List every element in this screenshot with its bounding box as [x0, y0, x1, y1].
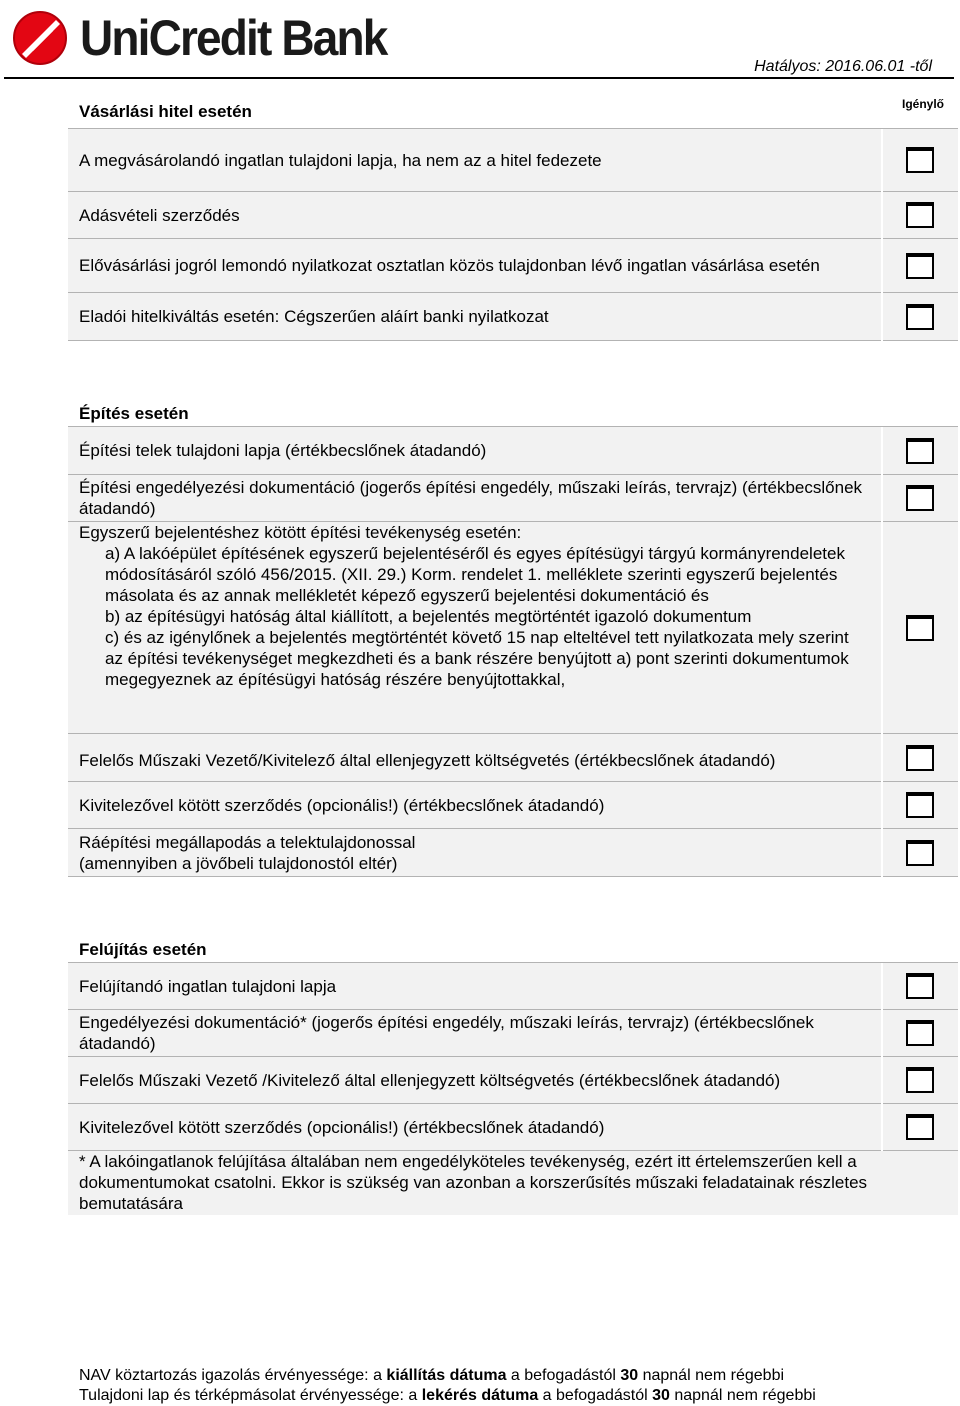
checkbox-cell	[883, 734, 958, 782]
row-label: Építési telek tulajdoni lapja (értékbecslőnek átadandó)	[68, 427, 881, 475]
checkbox[interactable]	[906, 1114, 934, 1140]
unicredit-logo-icon	[12, 10, 68, 66]
header-divider	[4, 77, 954, 79]
checkbox-cell	[883, 829, 958, 877]
checklist-row	[68, 239, 958, 293]
footer-land-registry-validity	[79, 1386, 816, 1406]
row-label: Kivitelezővel kötött szerződés (opcionális!) (értékbecslőnek átadandó)	[68, 1104, 881, 1151]
checkbox[interactable]	[906, 438, 934, 464]
checklist-row	[68, 293, 958, 341]
footer-emphasis: lekérés dátuma	[421, 1387, 539, 1404]
footnote-row	[68, 1151, 958, 1215]
row-label: Kivitelezővel kötött szerződés (opcionális!) (értékbecslőnek átadandó)	[68, 782, 881, 829]
renovation-footnote: * A lakóingatlanok felújítása általában nem engedélyköteles tevékenység, ezért itt értelemszerűen kell a dokumentumokat csatolni. Ekkor is szükség van azonban a korszerűsítés műszaki feladatainak részletes bemutatására	[68, 1151, 958, 1215]
checkbox-cell	[883, 1057, 958, 1104]
footer-emphasis: 30	[620, 1367, 639, 1384]
checkbox-cell	[883, 293, 958, 341]
checklist-row	[68, 1010, 958, 1057]
checklist-row	[68, 1104, 958, 1151]
footer-text: a befogadástól	[538, 1387, 653, 1404]
unicredit-logo	[12, 10, 413, 66]
checklist-row	[68, 829, 958, 877]
checkbox[interactable]	[906, 973, 934, 999]
checkbox[interactable]	[906, 253, 934, 279]
row-label: Eladói hitelkiváltás esetén: Cégszerűen aláírt banki nyilatkozat	[68, 293, 881, 341]
brand-name: UniCredit Bank	[80, 10, 387, 66]
row-label-line: (amennyiben a jövőbeli tulajdonostól eltér)	[79, 853, 398, 873]
row-label: Felújítandó ingatlan tulajdoni lapja	[68, 963, 881, 1010]
row-label: Felelős Műszaki Vezető/Kivitelező által ellenjegyzett költségvetés (értékbecslőnek átadandó)	[68, 734, 881, 782]
row-label: Engedélyezési dokumentáció* (jogerős építési engedély, műszaki leírás, tervrajz) (értékbecslőnek átadandó)	[68, 1010, 881, 1057]
checkbox[interactable]	[906, 792, 934, 818]
checkbox[interactable]	[906, 615, 934, 641]
checkbox[interactable]	[906, 304, 934, 330]
column-header-applicant: Igénylő	[901, 97, 944, 111]
simple-notice-c: c) és az igénylőnek a bejelentés megtörténtét követő 15 nap elteltével tett nyilatkozata mely szerint az építési tevékenységet megkezdheti és a bank részére benyújtott a) pont szerinti dokumentumok megegyeznek az építésügyi hatóság részére benyújtottakkal,	[105, 628, 849, 689]
checklist-row	[68, 129, 958, 192]
checkbox[interactable]	[906, 202, 934, 228]
simple-notice-intro: Egyszerű bejelentéshez kötött építési tevékenység esetén:	[79, 523, 522, 542]
row-label: A megvásárolandó ingatlan tulajdoni lapja, ha nem az a hitel fedezete	[68, 129, 881, 192]
effective-date: Hatályos: 2016.06.01 -től	[754, 58, 932, 75]
section-title-construction: Építés esetén	[79, 404, 189, 423]
checkbox-cell	[883, 782, 958, 829]
simple-notice-a: a) A lakóépület építésének egyszerű bejelentéséről és egyes építésügyi tárgyú kormányrendeletek módosításáról szóló 456/2015. (XII. 29.) Korm. rendelet 1. melléklete szerinti egyszerű bejelentés másolata és az annak mellékletét képező egyszerű bejelentési dokumentáció és	[105, 544, 845, 605]
row-label: Adásvételi szerződés	[68, 192, 881, 239]
checkbox-cell	[883, 129, 958, 192]
checklist-row	[68, 1057, 958, 1104]
row-label-line: Ráépítési megállapodás a telektulajdonossal	[79, 832, 416, 852]
footer-emphasis: 30	[652, 1387, 670, 1404]
checkbox-cell	[883, 963, 958, 1010]
footer-text: NAV köztartozás igazolás érvényessége: a	[79, 1367, 387, 1384]
checklist-row	[68, 963, 958, 1010]
checkbox[interactable]	[906, 1067, 934, 1093]
footer-text: napnál nem régebbi	[638, 1367, 785, 1384]
row-label	[68, 522, 881, 734]
checkbox-cell	[883, 239, 958, 293]
footer-emphasis: kiállítás dátuma	[386, 1367, 507, 1384]
checkbox-cell	[883, 192, 958, 239]
checklist-row	[68, 192, 958, 239]
checkbox-cell	[883, 522, 958, 734]
checkbox-cell	[883, 427, 958, 475]
row-label: Elővásárlási jogról lemondó nyilatkozat osztatlan közös tulajdonban lévő ingatlan vásárlása esetén	[68, 239, 881, 293]
checkbox[interactable]	[906, 1020, 934, 1046]
row-label: Építési engedélyezési dokumentáció (jogerős építési engedély, műszaki leírás, tervrajz) (értékbecslőnek átadandó)	[68, 475, 881, 522]
footer-text: a befogadástól	[506, 1367, 621, 1384]
section-title-purchase: Vásárlási hitel esetén	[79, 102, 252, 121]
checklist-row	[68, 475, 958, 522]
checklist-row	[68, 782, 958, 829]
row-label	[68, 829, 881, 877]
row-label: Felelős Műszaki Vezető /Kivitelező által ellenjegyzett költségvetés (értékbecslőnek átadandó)	[68, 1057, 881, 1104]
footer-text: napnál nem régebbi	[669, 1387, 816, 1404]
footer-nav-validity	[79, 1366, 784, 1386]
checkbox-cell	[883, 1104, 958, 1151]
footer-text: Tulajdoni lap és térképmásolat érvényessége: a	[79, 1387, 422, 1404]
checkbox[interactable]	[906, 840, 934, 866]
checklist-row	[68, 522, 958, 734]
checklist-row	[68, 427, 958, 475]
checklist-row	[68, 734, 958, 782]
simple-notice-b: b) az építésügyi hatóság által kiállított, a bejelentés megtörténtét igazoló dokumentum	[105, 607, 752, 626]
checkbox[interactable]	[906, 485, 934, 511]
checkbox-cell	[883, 1010, 958, 1057]
section-title-renovation: Felújítás esetén	[79, 940, 207, 959]
checkbox[interactable]	[906, 745, 934, 771]
checkbox-cell	[883, 475, 958, 522]
checkbox[interactable]	[906, 147, 934, 173]
